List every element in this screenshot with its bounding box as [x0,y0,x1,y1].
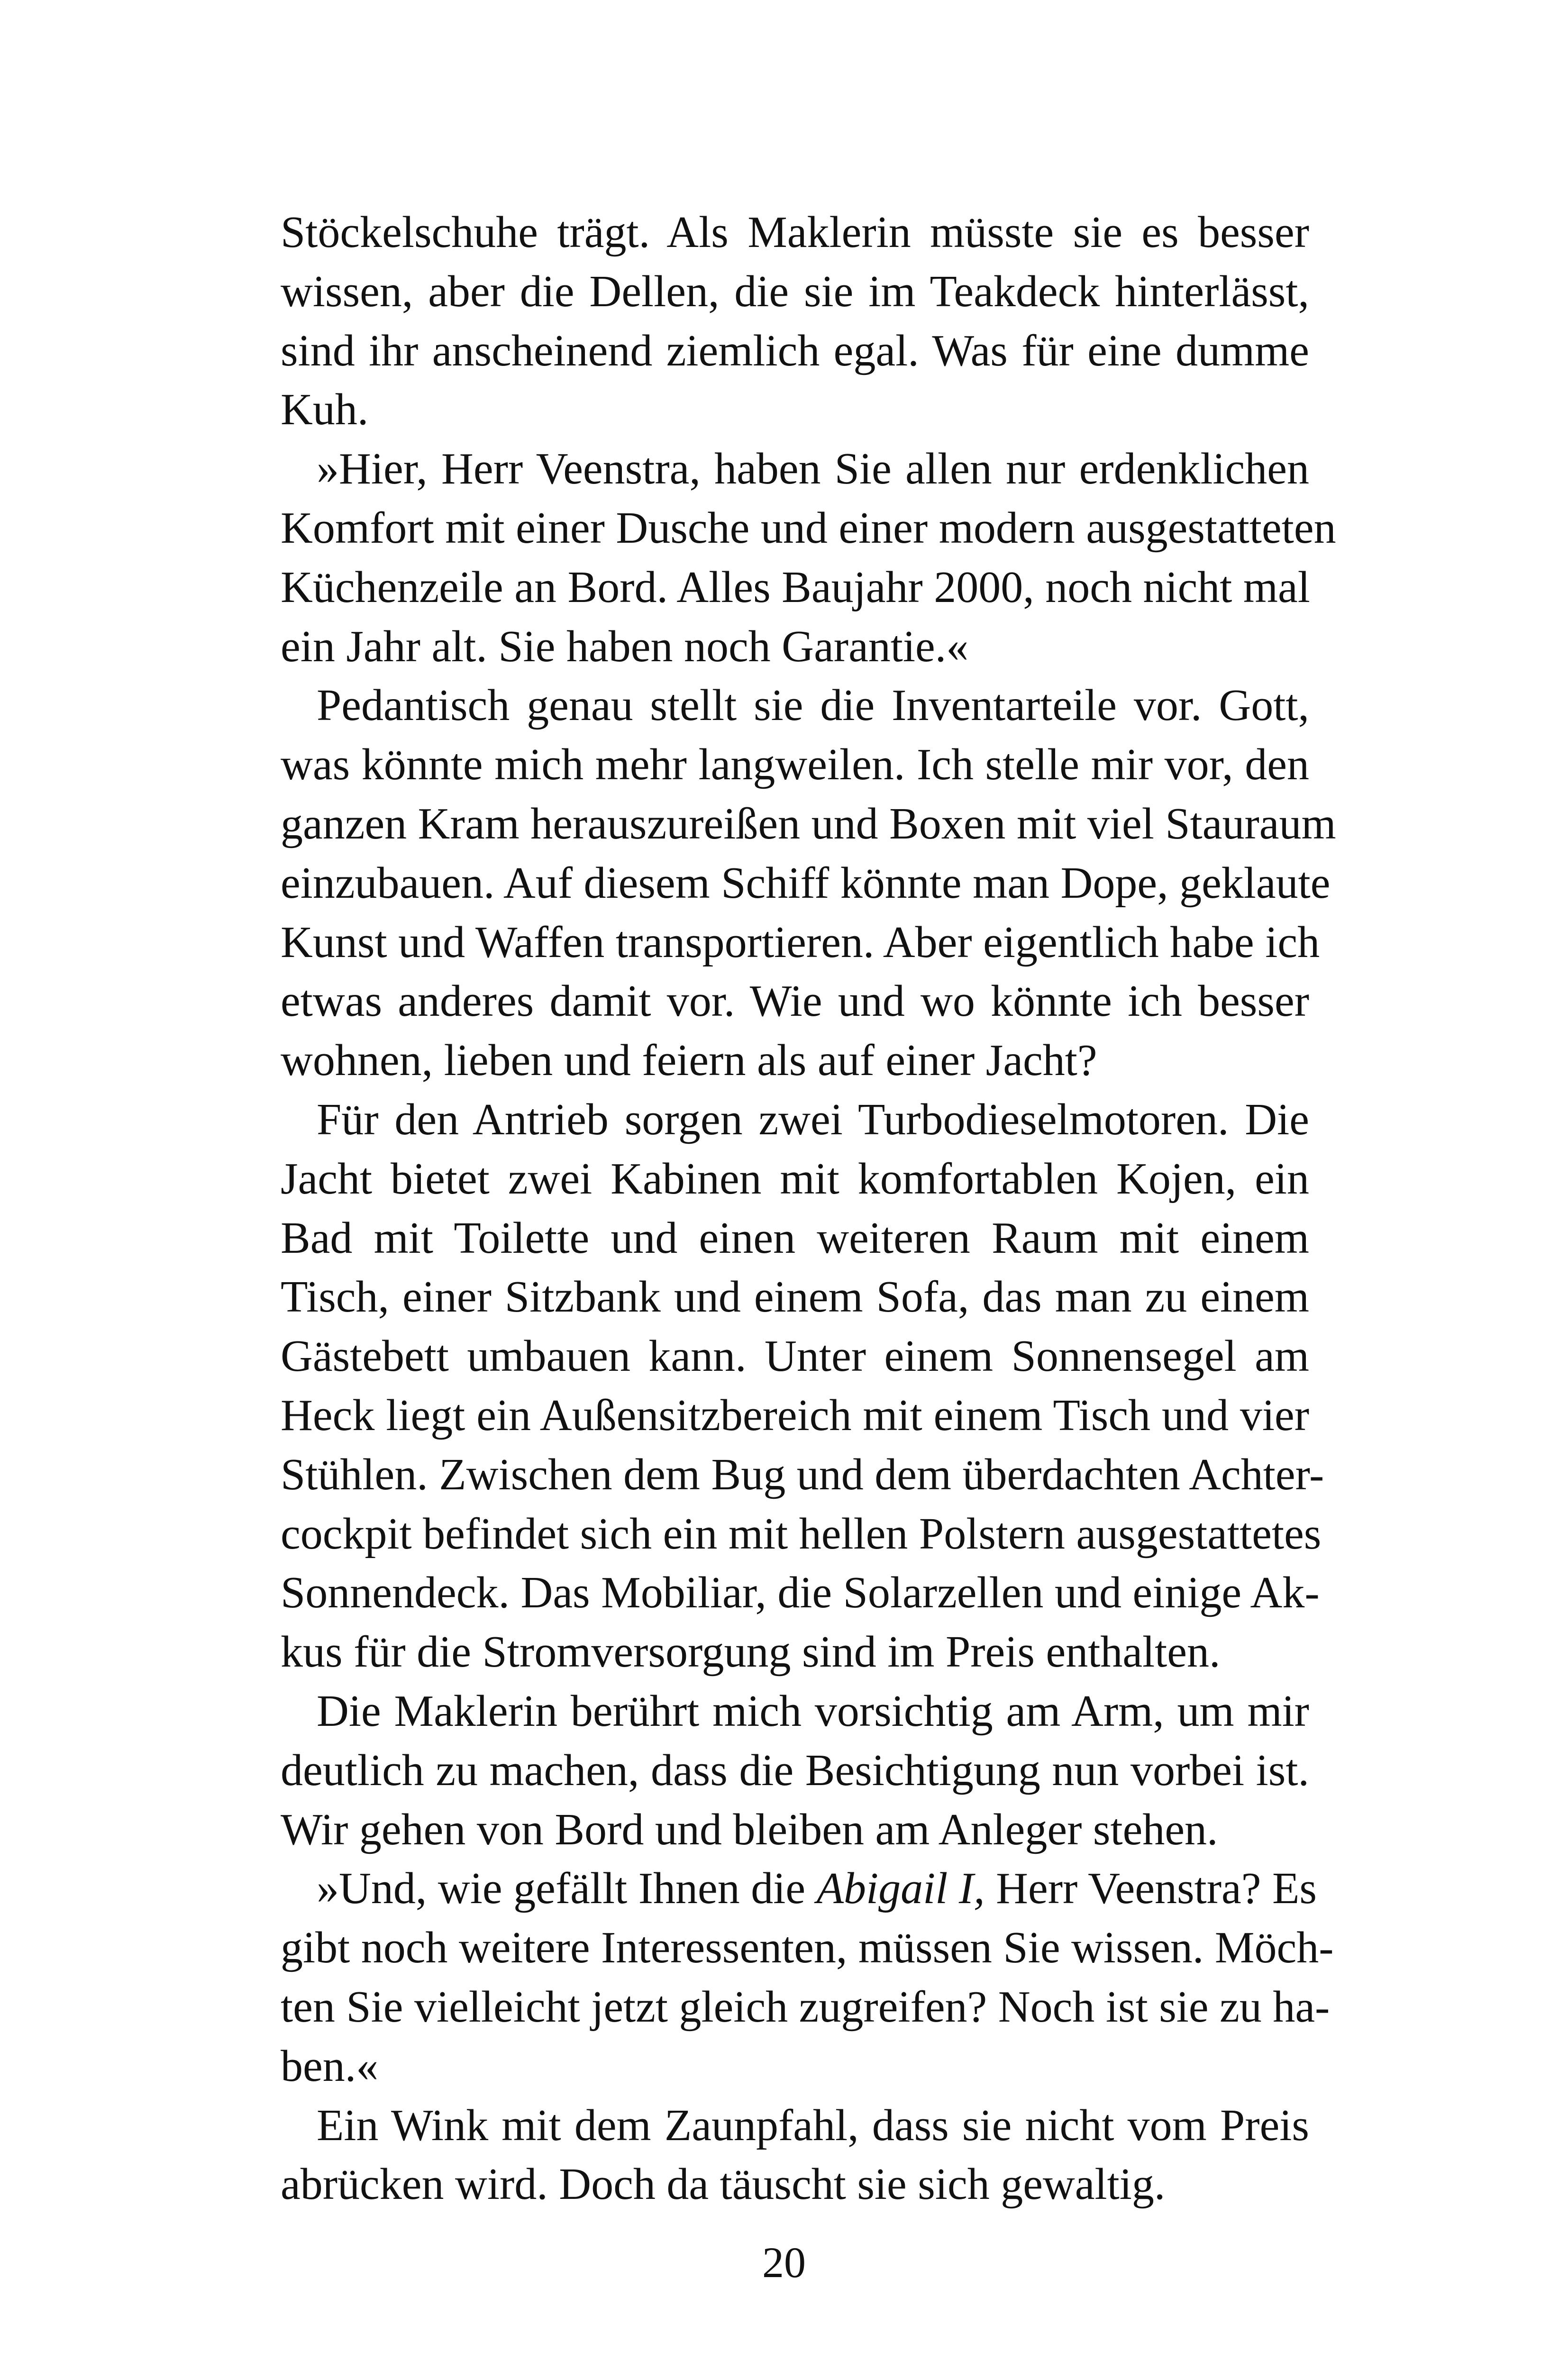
text-line: Kunst und Waffen transportieren. Aber eigentlich habe ich [281,917,1320,967]
text-line: Gästebett umbauen kann. Unter einem Sonnensegel am [281,1331,1309,1381]
text-line: Stöckelschuhe trägt. Als Maklerin müsste sie es besser [281,208,1309,257]
text-line: deutlich zu machen, dass die Besichtigung nun vorbei ist. [281,1745,1309,1795]
text-segment: »Und, wie gefällt Ihnen die [317,1864,817,1914]
text-line: »Hier, Herr Veenstra, haben Sie allen nur erdenklichen [317,444,1309,494]
text-line: Bad mit Toilette und einen weiteren Raum mit einem [281,1213,1309,1263]
paragraph [281,203,1309,439]
text-line: einzubauen. Auf diesem Schiff könnte man Dope, geklaute [281,858,1331,908]
text-line: gibt noch weitere Interessenten, müssen Sie wissen. Möch- [281,1923,1334,1973]
text-line: wissen, aber die Dellen, die sie im Teakdeck hinterlässt, [281,266,1309,316]
text-line: Tisch, einer Sitzbank und einem Sofa, das man zu einem [281,1272,1309,1322]
text-line: Jacht bietet zwei Kabinen mit komfortablen Kojen, ein [281,1154,1309,1203]
text-line: Küchenzeile an Bord. Alles Baujahr 2000, noch nicht mal [281,562,1310,612]
text-line: kus für die Stromversorgung sind im Preis enthalten. [281,1627,1221,1677]
text-line: Die Maklerin berührt mich vorsichtig am Arm, um mir [317,1686,1309,1736]
text-line: Pedantisch genau stellt sie die Inventarteile vor. Gott, [317,681,1309,730]
text-line: Heck liegt ein Außensitzbereich mit einem Tisch und vier [281,1390,1309,1440]
paragraph [281,1682,1309,1859]
text-line: ben.« [281,2041,379,2091]
paragraph [281,1090,1324,1682]
text-line: wohnen, lieben und feiern als auf einer Jacht? [281,1036,1097,1085]
text-line: Wir gehen von Bord und bleiben am Anleger stehen. [281,1805,1218,1854]
text-line [281,1859,1317,1918]
text-line: Kuh. [281,385,369,435]
italic-text: Abigail I, [816,1864,985,1914]
text-line: abrücken wird. Doch da täuscht sie sich gewaltig. [281,2160,1166,2209]
text-line: ten Sie vielleicht jetzt gleich zugreifen? Noch ist sie zu ha- [281,1982,1330,2032]
text-line: Für den Antrieb sorgen zwei Turbodieselmotoren. Die [317,1094,1309,1144]
text-line: etwas anderes damit vor. Wie und wo könnte ich besser [281,976,1309,1026]
text-line: ein Jahr alt. Sie haben noch Garantie.« [281,621,969,671]
text-line: cockpit befindet sich ein mit hellen Polstern ausgestattetes [281,1509,1322,1559]
text-line: was könnte mich mehr langweilen. Ich stelle mir vor, den [281,740,1309,790]
paragraph [281,2096,1309,2215]
paragraph [281,1859,1334,2096]
text-line: Sonnendeck. Das Mobiliar, die Solarzellen und einige Ak- [281,1568,1320,1618]
page-number: 20 [762,2238,806,2287]
paragraph [281,676,1336,1090]
text-line: ganzen Kram herauszureißen und Boxen mit viel Stauraum [281,799,1336,848]
text-line: Stühlen. Zwischen dem Bug und dem überdachten Achter- [281,1449,1324,1499]
body-text [281,203,1336,2214]
text-segment: Herr Veenstra? Es [985,1864,1317,1914]
text-line: Komfort mit einer Dusche und einer modern ausgestatteten [281,503,1336,553]
text-line: sind ihr anscheinend ziemlich egal. Was für eine dumme [281,326,1309,375]
paragraph [281,439,1336,676]
text-line: Ein Wink mit dem Zaunpfahl, dass sie nicht vom Preis [317,2100,1309,2150]
